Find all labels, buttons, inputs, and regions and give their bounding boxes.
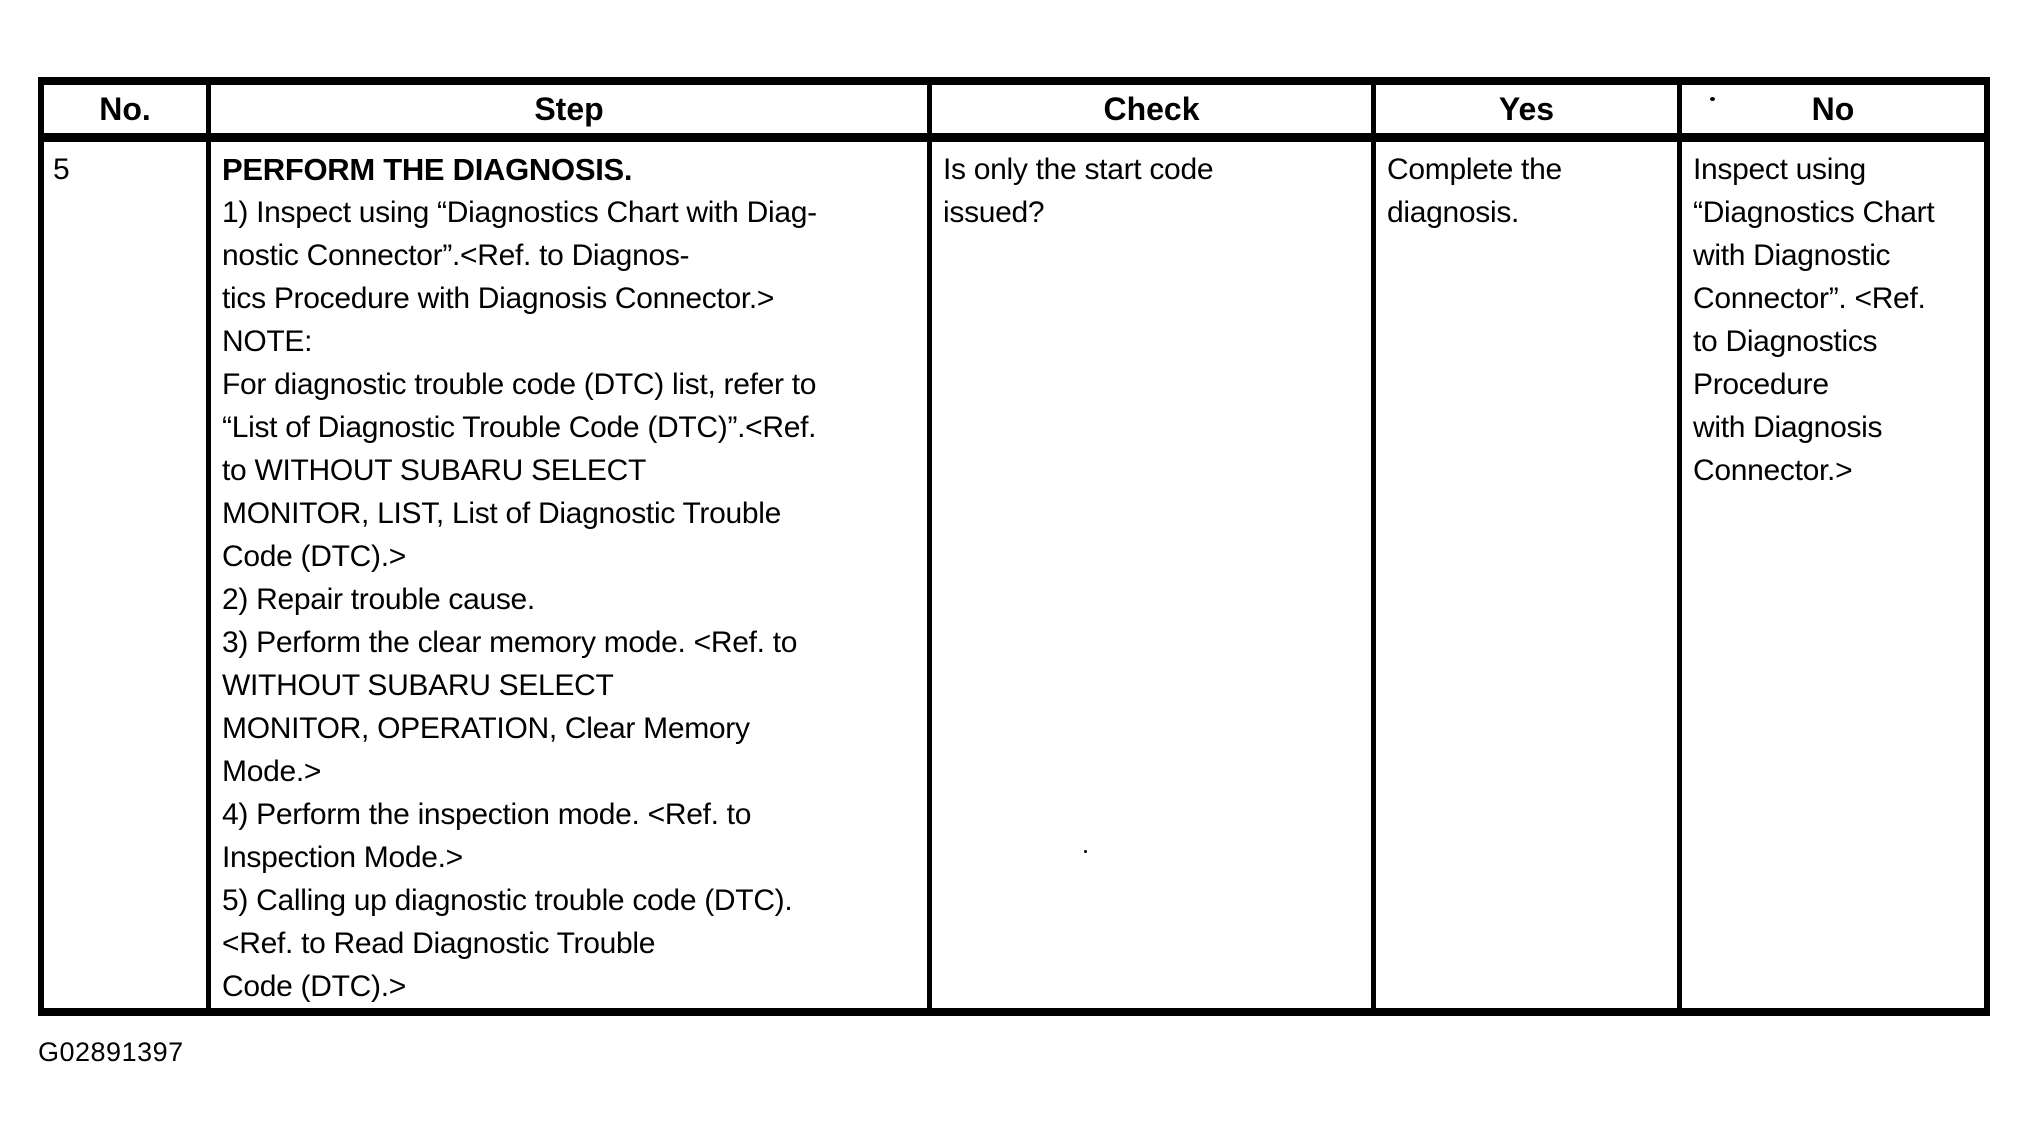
text-line: 3) Perform the clear memory mode. <Ref. to [222, 626, 798, 659]
cell-no-action [1682, 142, 1984, 1008]
text-line: Code (DTC).> [222, 970, 406, 1003]
scan-speckle [1084, 850, 1087, 853]
text-line: MONITOR, LIST, List of Diagnostic Trouble [222, 497, 782, 530]
text-line: NOTE: [222, 325, 313, 358]
cell-step-number: 5 [44, 142, 211, 1008]
header-no-result: No [1811, 90, 1855, 127]
cell-check [932, 142, 1376, 1008]
header-step: Step [211, 85, 932, 133]
text-line: Procedure [1693, 368, 1829, 401]
cell-step [211, 142, 932, 1008]
header-no: No. [44, 85, 211, 133]
text-line: 4) Perform the inspection mode. <Ref. to [222, 798, 752, 831]
text-line: Is only the start code [943, 153, 1214, 186]
text-line: WITHOUT SUBARU SELECT [222, 669, 614, 702]
text-line: to WITHOUT SUBARU SELECT [222, 454, 646, 487]
cell-yes-action [1376, 142, 1682, 1008]
text-line: 5) Calling up diagnostic trouble code (DTC). [222, 884, 793, 917]
header-yes: Yes [1376, 85, 1682, 133]
text-line: tics Procedure with Diagnosis Connector.> [222, 282, 775, 315]
text-line: Code (DTC).> [222, 540, 406, 573]
text-line: diagnosis. [1387, 196, 1520, 229]
table-row [44, 142, 1984, 1008]
text-line: Complete the [1387, 153, 1562, 186]
text-line: Connector.> [1693, 454, 1853, 487]
text-line: Inspect using [1693, 153, 1866, 186]
header-check: Check [932, 85, 1376, 133]
text-line: Mode.> [222, 755, 322, 788]
text-line: with Diagnostic [1693, 239, 1891, 272]
text-line: <Ref. to Read Diagnostic Trouble [222, 927, 656, 960]
text-line: Inspection Mode.> [222, 841, 463, 874]
step-title: PERFORM THE DIAGNOSIS. [222, 152, 633, 187]
text-line: 1) Inspect using “Diagnostics Chart with Diag- [222, 196, 817, 229]
text-line: “List of Diagnostic Trouble Code (DTC)”.<Ref. [222, 411, 817, 444]
text-line: For diagnostic trouble code (DTC) list, refer to [222, 368, 817, 401]
text-line: 2) Repair trouble cause. [222, 583, 535, 616]
text-line: MONITOR, OPERATION, Clear Memory [222, 712, 750, 745]
text-line: issued? [943, 196, 1045, 229]
text-line: nostic Connector”.<Ref. to Diagnos- [222, 239, 690, 272]
text-line: “Diagnostics Chart [1693, 196, 1935, 229]
scan-speckle [1710, 97, 1715, 101]
figure-id-caption: G02891397 [38, 1037, 184, 1067]
text-line: with Diagnosis [1693, 411, 1883, 444]
table-header-row [44, 85, 1984, 142]
diagnostic-procedure-table [38, 77, 1990, 1016]
step-instructions [222, 191, 919, 1008]
text-line: to Diagnostics [1693, 325, 1878, 358]
text-line: Connector”. <Ref. [1693, 282, 1926, 315]
